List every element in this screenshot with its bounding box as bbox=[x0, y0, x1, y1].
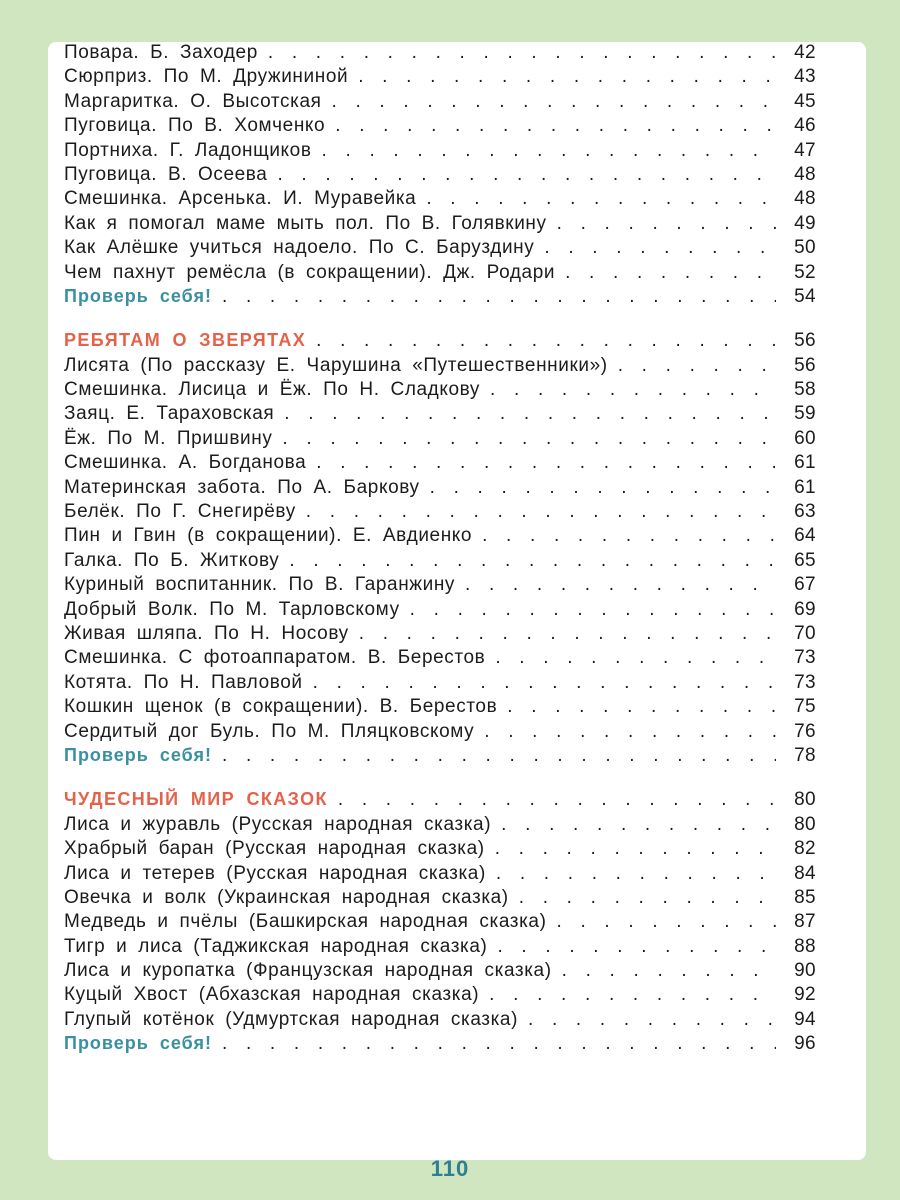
dot-leader bbox=[562, 960, 776, 982]
dot-leader bbox=[430, 477, 776, 499]
dot-leader bbox=[484, 721, 776, 743]
toc-entry[interactable] bbox=[64, 672, 816, 696]
toc-entry-title: Пуговица. В. Осеева bbox=[64, 163, 268, 185]
dot-leader bbox=[322, 140, 776, 162]
toc-entry-title: Лиса и журавль (Русская народная сказка) bbox=[64, 813, 492, 835]
toc-entry-title: Смешинка. А. Богданова bbox=[64, 452, 307, 474]
toc-entry[interactable] bbox=[64, 42, 816, 66]
toc-entry-title: Белёк. По Г. Снегирёву bbox=[64, 501, 296, 523]
toc-entry[interactable] bbox=[64, 623, 816, 647]
toc-entry-page: 70 bbox=[794, 622, 816, 644]
toc-entry-title: Храбрый баран (Русская народная сказка) bbox=[64, 838, 485, 860]
toc-entry-title: Повара. Б. Заходер bbox=[64, 42, 258, 63]
toc-entry-page: 42 bbox=[794, 42, 816, 63]
section-heading-title: ЧУДЕСНЫЙ МИР СКАЗОК bbox=[64, 789, 328, 810]
toc-entry-page: 60 bbox=[794, 427, 816, 449]
toc-entry-page: 94 bbox=[794, 1008, 816, 1030]
toc-entry-title: Смешинка. С фотоаппаратом. В. Берестов bbox=[64, 647, 486, 669]
dot-leader bbox=[222, 286, 776, 308]
dot-leader bbox=[528, 1009, 776, 1031]
dot-leader bbox=[507, 696, 776, 718]
dot-leader bbox=[277, 164, 776, 186]
dot-leader bbox=[495, 838, 776, 860]
section-heading[interactable] bbox=[64, 789, 816, 813]
toc-entry-title: Сердитый дог Буль. По М. Пляцковскому bbox=[64, 720, 475, 742]
toc-entry[interactable] bbox=[64, 696, 816, 720]
check-yourself-entry-page: 96 bbox=[794, 1033, 816, 1055]
toc-group bbox=[64, 310, 816, 769]
toc-entry[interactable] bbox=[64, 887, 816, 911]
toc-entry[interactable] bbox=[64, 355, 816, 379]
dot-leader bbox=[284, 403, 776, 425]
toc-entry[interactable] bbox=[64, 599, 816, 623]
dot-leader bbox=[557, 911, 776, 933]
toc-entry-page: 88 bbox=[794, 935, 816, 957]
check-yourself-entry-title: Проверь себя! bbox=[64, 744, 212, 765]
toc-entry-title: Как Алёшке учиться надоело. По С. Баруздину bbox=[64, 237, 535, 259]
toc-entry[interactable] bbox=[64, 477, 816, 501]
dot-leader bbox=[289, 550, 776, 572]
toc-entry[interactable] bbox=[64, 379, 816, 403]
toc-entry[interactable] bbox=[64, 911, 816, 935]
dot-leader bbox=[489, 984, 776, 1006]
dot-leader bbox=[501, 814, 776, 836]
dot-leader bbox=[338, 789, 776, 811]
toc-entry[interactable] bbox=[64, 501, 816, 525]
toc-entry[interactable] bbox=[64, 237, 816, 261]
toc-entry-page: 85 bbox=[794, 886, 816, 908]
toc-entry[interactable] bbox=[64, 936, 816, 960]
toc-group bbox=[64, 42, 816, 310]
toc-entry[interactable] bbox=[64, 188, 816, 212]
toc-entry-title: Пуговица. По В. Хомченко bbox=[64, 115, 326, 137]
toc-entry-page: 73 bbox=[794, 647, 816, 669]
toc-entry[interactable] bbox=[64, 91, 816, 115]
dot-leader bbox=[316, 330, 776, 352]
check-yourself-entry-page: 54 bbox=[794, 285, 816, 307]
dot-leader bbox=[490, 379, 776, 401]
toc-entry-page: 92 bbox=[794, 984, 816, 1006]
section-gap bbox=[64, 769, 816, 789]
toc-entry-title: Смешинка. Лисица и Ёж. По Н. Сладкову bbox=[64, 379, 481, 401]
check-yourself-entry-page: 78 bbox=[794, 744, 816, 766]
dot-leader bbox=[316, 452, 776, 474]
toc-entry-page: 46 bbox=[794, 115, 816, 137]
toc-entry-page: 61 bbox=[794, 452, 816, 474]
toc-entry-title: Куцый Хвост (Абхазская народная сказка) bbox=[64, 984, 480, 1006]
dot-leader bbox=[497, 936, 776, 958]
dot-leader bbox=[544, 237, 776, 259]
dot-leader bbox=[496, 863, 776, 885]
toc-entry-page: 59 bbox=[794, 403, 816, 425]
toc-entry-title: Добрый Волк. По М. Тарловскому bbox=[64, 598, 400, 620]
toc-entry[interactable] bbox=[64, 838, 816, 862]
toc-entry[interactable] bbox=[64, 960, 816, 984]
toc-entry-page: 75 bbox=[794, 696, 816, 718]
toc-entry-page: 50 bbox=[794, 237, 816, 259]
toc-entry-page: 76 bbox=[794, 720, 816, 742]
toc-entry[interactable] bbox=[64, 140, 816, 164]
toc-entry-title: Сюрприз. По М. Дружининой bbox=[64, 66, 349, 88]
dot-leader bbox=[482, 525, 776, 547]
toc-entry[interactable] bbox=[64, 452, 816, 476]
check-yourself-entry[interactable] bbox=[64, 745, 816, 769]
toc-entry[interactable] bbox=[64, 164, 816, 188]
toc-entry-page: 90 bbox=[794, 960, 816, 982]
toc-entry[interactable] bbox=[64, 574, 816, 598]
toc-entry-title: Глупый котёнок (Удмуртская народная сказка) bbox=[64, 1008, 519, 1030]
toc-entry-title: Галка. По Б. Житкову bbox=[64, 549, 280, 571]
toc-entry-page: 58 bbox=[794, 379, 816, 401]
toc-entry-title: Как я помогал маме мыть пол. По В. Голявкину bbox=[64, 212, 547, 234]
toc-entry[interactable] bbox=[64, 550, 816, 574]
toc-entry-page: 82 bbox=[794, 838, 816, 860]
toc-entry-page: 48 bbox=[794, 188, 816, 210]
dot-leader bbox=[332, 91, 777, 113]
toc-entry-title: Котята. По Н. Павловой bbox=[64, 671, 303, 693]
dot-leader bbox=[557, 213, 776, 235]
toc-entry-title: Лисята (По рассказу Е. Чарушина «Путешественники») bbox=[64, 354, 608, 376]
toc-entry[interactable] bbox=[64, 66, 816, 90]
dot-leader bbox=[565, 262, 776, 284]
toc-entry-page: 47 bbox=[794, 139, 816, 161]
toc-entry-title: Овечка и волк (Украинская народная сказка) bbox=[64, 886, 509, 908]
toc-entry-page: 61 bbox=[794, 476, 816, 498]
toc-entry-page: 49 bbox=[794, 212, 816, 234]
toc-entry-page: 87 bbox=[794, 911, 816, 933]
toc-entry-title: Живая шляпа. По Н. Носову bbox=[64, 622, 349, 644]
toc-entry-title: Ёж. По М. Пришвину bbox=[64, 427, 273, 449]
toc-entry[interactable] bbox=[64, 403, 816, 427]
toc-entry[interactable] bbox=[64, 428, 816, 452]
toc-entry-title: Тигр и лиса (Таджикская народная сказка) bbox=[64, 935, 488, 957]
check-yourself-entry-title: Проверь себя! bbox=[64, 1033, 212, 1054]
toc-entry[interactable] bbox=[64, 213, 816, 237]
section-heading[interactable] bbox=[64, 330, 816, 354]
toc-entry[interactable] bbox=[64, 1009, 816, 1033]
dot-leader bbox=[410, 599, 776, 621]
check-yourself-entry[interactable] bbox=[64, 286, 816, 310]
toc-entry-page: 65 bbox=[794, 549, 816, 571]
toc-entry-title: Кошкин щенок (в сокращении). В. Берестов bbox=[64, 696, 498, 718]
toc-entry-page: 52 bbox=[794, 261, 816, 283]
toc-entry[interactable] bbox=[64, 814, 816, 838]
toc-entry-title: Лиса и тетерев (Русская народная сказка) bbox=[64, 862, 486, 884]
toc-entry-page: 45 bbox=[794, 90, 816, 112]
dot-leader bbox=[313, 672, 776, 694]
check-yourself-entry[interactable] bbox=[64, 1033, 816, 1057]
page-number: 110 bbox=[430, 1156, 470, 1181]
toc-entry-page: 67 bbox=[794, 574, 816, 596]
section-gap bbox=[64, 310, 816, 330]
section-heading-page: 56 bbox=[794, 330, 816, 352]
dot-leader bbox=[282, 428, 776, 450]
toc-entry-title: Материнская забота. По А. Баркову bbox=[64, 476, 420, 498]
toc-entry-page: 80 bbox=[794, 813, 816, 835]
toc-entry-page: 56 bbox=[794, 354, 816, 376]
dot-leader bbox=[222, 1033, 776, 1055]
dot-leader bbox=[465, 574, 776, 596]
toc-entry-title: Медведь и пчёлы (Башкирская народная сказка) bbox=[64, 911, 547, 933]
dot-leader bbox=[618, 355, 776, 377]
toc-entry-title: Лиса и куропатка (Французская народная сказка) bbox=[64, 960, 552, 982]
toc-entry-page: 84 bbox=[794, 862, 816, 884]
dot-leader bbox=[426, 188, 776, 210]
toc-entry-page: 73 bbox=[794, 671, 816, 693]
toc-entry-title: Маргаритка. О. Высотская bbox=[64, 90, 322, 112]
toc-entry[interactable] bbox=[64, 647, 816, 671]
toc-entry-page: 48 bbox=[794, 163, 816, 185]
dot-leader bbox=[222, 745, 776, 767]
toc-entry-title: Смешинка. Арсенька. И. Муравейка bbox=[64, 188, 417, 210]
toc-entry[interactable] bbox=[64, 863, 816, 887]
toc-entry-page: 64 bbox=[794, 525, 816, 547]
dot-leader bbox=[306, 501, 776, 523]
section-heading-title: РЕБЯТАМ О ЗВЕРЯТАХ bbox=[64, 330, 307, 351]
dot-leader bbox=[495, 647, 776, 669]
toc-entry-title: Пин и Гвин (в сокращении). Е. Авдиенко bbox=[64, 525, 473, 547]
toc-entry-page: 43 bbox=[794, 66, 816, 88]
check-yourself-entry-title: Проверь себя! bbox=[64, 285, 212, 306]
toc-entry-title: Портниха. Г. Ладонщиков bbox=[64, 139, 312, 161]
section-heading-page: 80 bbox=[794, 789, 816, 811]
table-of-contents bbox=[64, 42, 816, 1058]
toc-entry-page: 63 bbox=[794, 501, 816, 523]
toc-entry-title: Заяц. Е. Тараховская bbox=[64, 403, 275, 425]
toc-group bbox=[64, 769, 816, 1057]
toc-entry[interactable] bbox=[64, 525, 816, 549]
dot-leader bbox=[358, 66, 776, 88]
dot-leader bbox=[335, 115, 776, 137]
toc-entry-title: Чем пахнут ремёсла (в сокращении). Дж. Родари bbox=[64, 261, 556, 283]
toc-entry[interactable] bbox=[64, 984, 816, 1008]
toc-entry-title: Куриный воспитанник. По В. Гаранжину bbox=[64, 574, 456, 596]
toc-entry[interactable] bbox=[64, 115, 816, 139]
toc-entry[interactable] bbox=[64, 721, 816, 745]
dot-leader bbox=[268, 42, 776, 64]
toc-entry-page: 69 bbox=[794, 598, 816, 620]
dot-leader bbox=[519, 887, 776, 909]
dot-leader bbox=[359, 623, 776, 645]
toc-entry[interactable] bbox=[64, 262, 816, 286]
